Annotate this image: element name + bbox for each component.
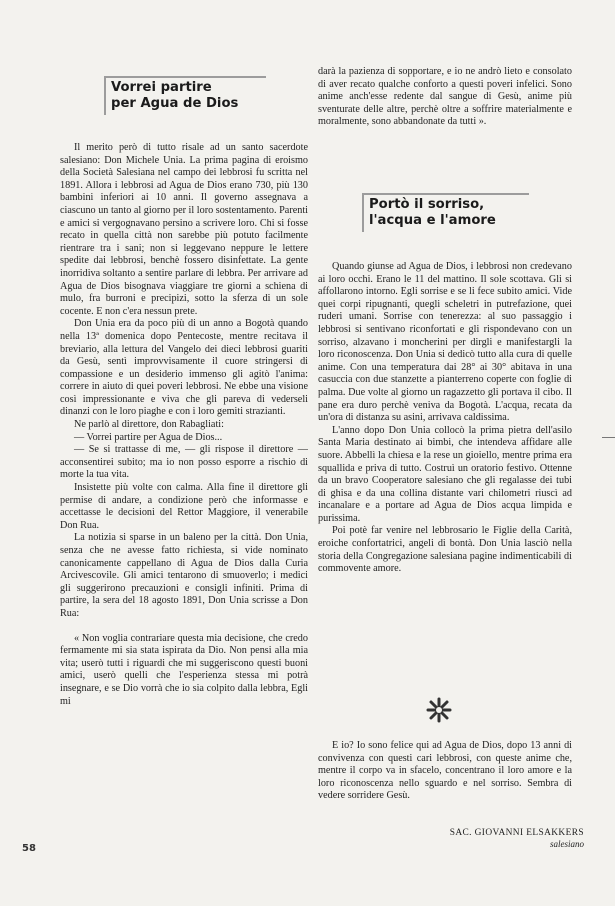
right-body <box>318 261 572 576</box>
heading-right-line2: l'acqua e l'amore <box>369 213 496 228</box>
paragraph: Don Unia era da poco più di un anno a Bogotà quando nella 13ª domenica dopo Pentecoste, mentre recitava il breviario, alla lettura del Vangelo dei dieci lebbrosi guariti da Gesù, sentì improvvisamente il cuore stringersi di compassione e un desiderio immenso gli agitò l'anima: correre in aiuto di quei poveri lebbrosi. Ne ebbe una visione così impressionante e viva che gli pareva di vederseli dinanzi con le loro piaghe e con i loro gemiti strazianti. <box>60 318 308 418</box>
heading-left <box>104 76 266 115</box>
quote-paragraph: « Non voglia contrariare questa mia decisione, che credo fermamente mi sia stata ispirata da Dio. Non pensi alla mia vita; userò tutti i riguardi che mi suggeriscono questi buoni amici, userò quelli che l'esperienza stessa mi potrà insegnare, e se Dio vorrà che io sia colpito dalla lebbra, Egli mi <box>60 632 308 707</box>
page-number: 58 <box>22 843 36 854</box>
heading-left-line1: Vorrei partire <box>111 80 212 95</box>
paragraph: L'anno dopo Don Unia collocò la prima pietra dell'asilo Santa Maria destinato ai bimbi, che intendeva affidare alle suore. Abbellì la chiesa e la rese un gioiello, mentre prima era squallida e priva di tutto. Costruì un oratorio festivo. Ottenne da un bravo Cooperatore salesiano che gli regalasse dei tubi di ghisa e da una collina distante vari chilometri riuscì ad incanalare e a portare ad Agua de Dios acqua limpida e purissima. <box>318 424 572 524</box>
heading-right <box>362 193 529 232</box>
paragraph: — Vorrei partire per Agua de Dios... <box>74 431 223 443</box>
asterisk-flower-icon <box>426 697 452 723</box>
paragraph: La notizia si sparse in un baleno per la città. Don Unia, senza che ne avesse fatto richiesta, si vide nominato canonicamente cappellano di Agua de Dios dalla Curia Arcivescovile. Gli amici tentarono di smuoverlo; i medici gli suggerirono precauzioni e consigli infiniti. Prima di partire, la sera del 18 agosto 1891, Don Unia scrisse a Don Rua: <box>60 532 308 619</box>
left-body <box>60 142 308 708</box>
paragraph: darà la pazienza di sopportare, e io ne andrò lieto e consolato di aver recato qualche conforto a questi poveri infelici. Sono anime anch'esse redente dal sangue di Gesù, anime più sventurate delle altre, perchè oltre a soffrire materialmente e moralmente, sono abbandonate da tutti ». <box>318 66 572 128</box>
paragraph: — Se si trattasse di me, — gli rispose il direttore — acconsentirei subito; ma io non posso esporre a rischio di morte la tua vita. <box>60 444 308 481</box>
heading-right-line1: Portò il sorriso, <box>369 197 485 212</box>
paragraph: Quando giunse ad Agua de Dios, i lebbrosi non credevano ai loro occhi. Erano le 11 del mattino. Il sole scottava. Gli si affollarono intorno. Egli sorrise e se li fece subito amici. Vide quei corpi ripugnanti, quegli scheletri in putrefazione, quei ruderi umani. Sorrise con tenerezza: al suo passaggio i lebbrosi si sentivano riconfortati e gli rispondevano con un sorriso, alzavano i moncherini per dirgli e manifestargli la loro riconoscenza. Don Unia si dedicò tutto alla cura di quelle anime. Con una temperatura dai 28° ai 30° abitava in una casuccia con due stanzette a pianterreno coperte con foglie di palma. Due volte al giorno un ragazzetto gli portava il cibo. Il pane era duro perchè veniva da Bogotà. L'acqua, recata da un'ora di distanza su asini, arrivava caldissima. <box>318 261 572 424</box>
right-closing-text <box>318 740 572 803</box>
paragraph: Ne parlò al direttore, don Rabagliati: <box>74 419 224 431</box>
paragraph: Insistette più volte con calma. Alla fine il direttore gli permise di andare, a condizione però che informasse e accettasse le decisioni del Rettor Maggiore, il venerabile Don Rua. <box>60 482 308 531</box>
paragraph: E io? Io sono felice qui ad Agua de Dios, dopo 13 anni di convivenza con questi cari lebbrosi, con queste anime che, mentre il corpo va in sfacelo, concentrano il loro amore e la loro riconoscenza nello sguardo e nel sorriso. Sembra di vedere sorridere Gesù. <box>318 740 572 802</box>
paragraph: Poi potè far venire nel lebbrosario le Figlie della Carità, eroiche confortatrici, angeli di bontà. Don Unia lasciò nella storia della Congregazione salesiana pagine indimenticabili di commovente amore. <box>318 525 572 575</box>
paragraph: Il merito però di tutto risale ad un santo sacerdote salesiano: Don Michele Unia. La prima pagina di eroismo della Società Salesiana nel campo dei lebbrosi fu scritta nel 1891. Allora i lebbrosi ad Agua de Dios erano 730, più 130 bambini inferiori ai 10 anni. Il governo assegnava a ciascuno un tanto al giorno per il loro sostentamento. Parenti e amici si vergognavano persino a scrivere loro. Chi si fosse recato in quella città non sarebbe più potuto facilmente rientrare tra i sani; non si leggevano neppure le lettere spedite dai lebbrosi, benchè fossero disinfettate. La gente inorridiva soltanto a sentire parlare di lebbra. Per arrivare ad Agua de Dios bisognava viaggiare tre giorni a schiena di mulo, fra burroni e precipizi, sotto la sferza di un sole cocente. E non c'era nessun prete. <box>60 142 308 317</box>
signature <box>444 828 584 850</box>
margin-mark <box>602 437 615 438</box>
heading-left-line2: per Agua de Dios <box>111 96 239 111</box>
right-top-text <box>318 66 572 129</box>
signature-role: salesiano <box>549 839 584 849</box>
signature-name: SAC. GIOVANNI ELSAKKERS <box>449 828 584 838</box>
